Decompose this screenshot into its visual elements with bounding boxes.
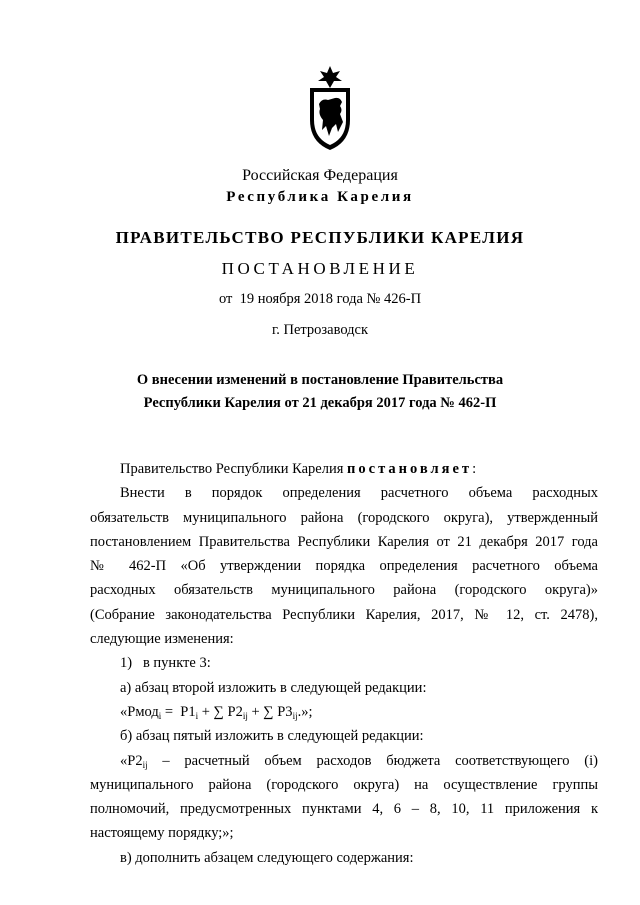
document-title-line-1: О внесении изменений в постановление Правительства [136,372,504,388]
formula-subscript: ij [292,710,298,721]
item-c: в) дополнить абзацем следующего содержания: [120,849,414,866]
formula-subscript: i [195,710,199,721]
country-name: Российская Федерация [242,167,398,184]
paragraph-amendments [90,481,598,651]
paragraph-line: № 462-П «Об утверждении порядка определения расчетного объема [90,558,598,575]
item-b: б) абзац пятый изложить в следующей редакции: [120,728,424,745]
paragraph-line: настоящему порядку;»; [90,825,234,842]
formula-part: «Рмод [120,703,159,720]
formula-part: = Р1 [161,703,196,720]
formula-part: .»; [297,703,313,720]
paragraph-line: следующие изменения: [90,631,234,648]
p2-text: – расчетный объем расходов бюджета соответствующего (i) [147,752,598,769]
paragraph-p2-definition [90,749,598,846]
item-a: а) абзац второй изложить в следующей редакции: [120,679,427,696]
p2-subscript: ij [142,759,148,770]
paragraph-line: обязательств муниципального района (городского округа), утвержденный [90,509,598,526]
city-name: г. Петрозаводск [271,322,369,338]
paragraph-line: (Собрание законодательства Республики Карелия, 2017, № 12, ст. 2478), [90,606,598,623]
intro-text: Правительство Республики Карелия [120,461,348,477]
decree-date-number: от 19 ноября 2018 года № 426-П [218,291,422,307]
formula-part: + ∑ Р2 [198,703,243,720]
document-title-line-2: Республики Карелия от 21 декабря 2017 года № 462-П [143,395,497,411]
paragraph-line: расходных обязательств муниципального района (городского округа)» [90,582,598,599]
paragraph-line: муниципального района (городского округа) на осуществление группы [90,776,598,793]
formula-subscript: i [158,710,162,721]
intro-paragraph [120,457,598,481]
p2-symbol: «Р2 [120,752,143,769]
karelia-coat-of-arms-icon [300,62,360,152]
paragraph-line: полномочий, предусмотренных пунктами 4, 6 – 8, 10, 11 приложения к [90,801,598,818]
formula [120,700,598,724]
document-body [90,457,598,870]
paragraph-line [120,749,598,773]
paragraph-line: Внести в порядок определения расчетного объема расходных [120,485,598,502]
decree-type: ПОСТАНОВЛЕНИЕ [221,259,419,278]
republic-name: Республика Карелия [226,189,414,205]
government-name: ПРАВИТЕЛЬСТВО РЕСПУБЛИКИ КАРЕЛИЯ [115,228,525,247]
paragraph-line: постановлением Правительства Республики Карелия от 21 декабря 2017 года [90,533,598,550]
intro-keyword: постановляет [347,461,473,477]
intro-colon: : [472,461,477,477]
formula-part: + ∑ Р3 [247,703,293,720]
item-1: 1) в пункте 3: [120,655,211,672]
formula-subscript: ij [242,710,248,721]
